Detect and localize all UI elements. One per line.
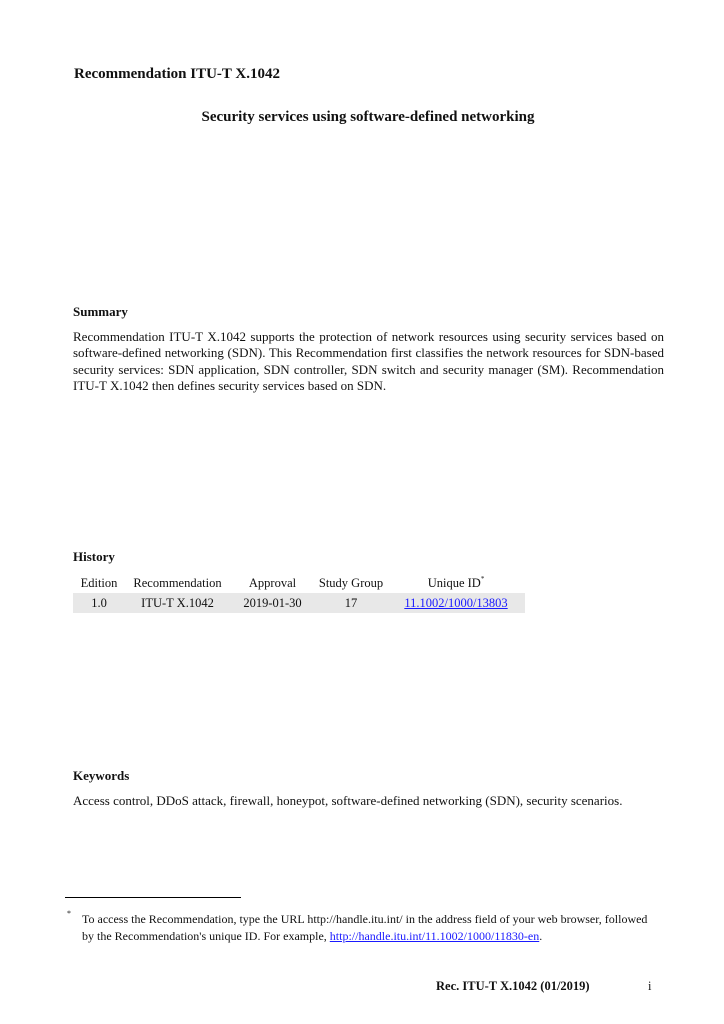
history-table-header-row [73, 573, 525, 593]
col-header-study-group: Study Group [318, 575, 384, 590]
document-title: Security services using software-defined networking [201, 109, 535, 125]
cell-edition: 1.0 [73, 593, 125, 613]
col-header-recommendation: Recommendation [133, 575, 222, 590]
footnote-mark: * [67, 909, 71, 918]
col-header-edition: Edition [80, 575, 118, 590]
footnote-divider [65, 897, 241, 898]
table-row [73, 593, 525, 613]
keywords-heading: Keywords [73, 768, 130, 783]
recommendation-title: Recommendation ITU-T X.1042 [74, 66, 280, 82]
cell-approval: 2019-01-30 [230, 593, 315, 613]
cell-study-group: 17 [315, 593, 387, 613]
summary-heading: Summary [73, 304, 128, 319]
page-number: i [648, 979, 652, 993]
col-header-unique-id: Unique ID* [427, 575, 485, 590]
col-header-approval: Approval [248, 575, 297, 590]
footnote-marker: * [480, 575, 485, 583]
history-table [73, 573, 525, 613]
summary-text: Recommendation ITU-T X.1042 supports the protection of network resources using security services based on software-defined networking (SDN). This Recommendation first classifies the network resources for SDN-based security services: SDN application, SDN controller, SDN switch and security manager (SM). Recommendation ITU-T X.1042 then defines security services based on SDN. [73, 329, 664, 394]
footnote-link[interactable]: http://handle.itu.int/11.1002/1000/11830-en [329, 929, 540, 943]
running-footer-title: Rec. ITU-T X.1042 (01/2019) [436, 979, 590, 993]
cell-recommendation: ITU-T X.1042 [125, 593, 230, 613]
history-heading: History [73, 549, 115, 564]
keywords-text: Access control, DDoS attack, firewall, honeypot, software-defined networking (SDN), security scenarios. [73, 793, 623, 808]
unique-id-link[interactable]: 11.1002/1000/13803 [404, 595, 508, 610]
footnote-text: To access the Recommendation, type the URL http://handle.itu.int/ in the address field of your web browser, followed by the Recommendation's unique ID. For example, http://handle.itu.int/11.1002/1000/11830-en. [82, 912, 648, 943]
cell-unique-id [387, 593, 525, 613]
